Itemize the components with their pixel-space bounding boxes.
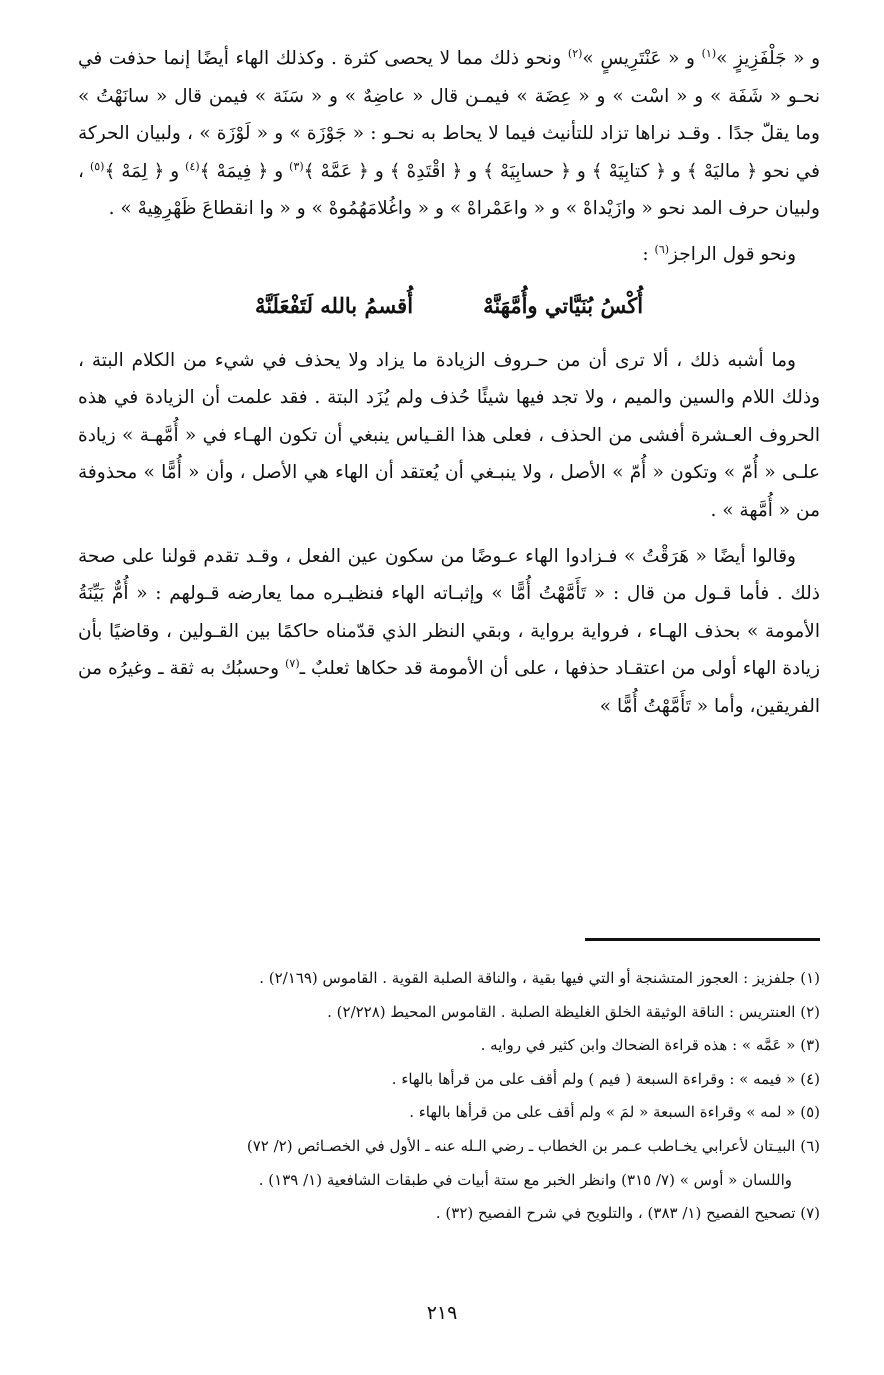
footnote-7: (٧) تصحيح الفصيح (١/ ٣٨٣) ، والتلويح في شرح الفصيح (٣٢) . xyxy=(435,1204,820,1223)
paragraph-1-text-c: ونحو ذلك مما لا يحصى كثرة . وكذلك الهاء أيضًا إنما حذفت في نحـو « شَفَة » و « اسْت » و « عِضَة » فيمـن قال « عاضِهٌ » و « سَنَة » فيمن قال « سانَهْتُ » وما يقلّ جدًا . وقـد نراها تزاد للتأنيث فيما لا يحاط به نحـو : « جَوْزَة » و « لَوْزَة » ، ولبيان الحركة في نحو ﴿ ماليَهْ ﴾ و ﴿ كتابِيَهْ ﴾ و ﴿ حسابِيَهْ ﴾ و ﴿ اقْتَدِهْ ﴾ و ﴿ عَمَّهْ ﴾ xyxy=(78,48,820,182)
paragraph-2 xyxy=(78,236,820,274)
footnote-6-continuation: واللسان « أوس » (٧/ ٣١٥) وانظر الخبر مع ستة أبيات في طبقات الشافعية (١/ ١٣٩) . xyxy=(258,1170,792,1189)
verse-hemistich-left: أُقسمُ بالله لَتَفْعَلَنَّهْ xyxy=(254,292,414,318)
footnote-ref-4[interactable]: (٤) xyxy=(185,159,200,173)
paragraph-1-text-f: ، ولبيان حرف المد نحو « وازَيْداهْ » و « واعَمْراهْ » و « واغُلامَهُمُوهْ » و « وا انقطاعَ ظَهْرِهِيهْ » . xyxy=(78,160,820,220)
footnote-1: (١) جلفزيز : العجوز المتشنجة أو التي فيها بقية ، والناقة الصلبة القوية . القاموس (٢/١٦٩) . xyxy=(259,969,820,987)
footnote-5: (٥) « لمه » وقراءة السبعة « لمَ » ولم أقف على من قرأها بالهاء . xyxy=(409,1103,820,1122)
footnote-6: (٦) البيـتان لأعرابي يخـاطب عـمر بن الخطاب ـ رضي الـله عنه ـ الأول في الخصـائص (٢/ ٧٢) xyxy=(246,1136,820,1155)
footnote-ref-1[interactable]: (١) xyxy=(701,46,717,60)
paragraph-4-text: وقالوا أيضًا « هَرَقْتُ » فـزادوا الهاء عـوضًا من سكون عين الفعل ، وقـد تقدم قولنا على صحة ذلك . فأما قـول من قال : « تَأَمَّهْتُ أُمًّا » وإثبـاته الهاء فنظيـره مما يعارضه قـولهم : « أُمٌّ بَيِّنَةُ الأمومة » بحذف الهـاء ، فرواية برواية ، وبقي النظر الذي قدّمناه حاكمًا بين القـولين ، وقاضيًا بأن زيادة الهاء أولى من اعتقـاد حذفها ، على أن الأمومة قد حكاها ثعلبٌ ـ xyxy=(78,545,821,680)
footnote-3: (٣) « عَمَّه » : هذه قراءة الضحاك وابن كثير في روايه . xyxy=(480,1036,820,1055)
footnote-ref-5[interactable]: (٥) xyxy=(89,159,105,173)
paragraph-1-text-d: و ﴿ فِيمَهْ ﴾ xyxy=(199,160,290,182)
paragraph-4 xyxy=(78,538,820,726)
footnote-ref-3[interactable]: (٣) xyxy=(289,159,304,173)
footnote-4: (٤) « فيمه » : وقراءة السبعة ( فيم ) ولم أقف على من قرأها بالهاء . xyxy=(391,1069,820,1088)
footnote-divider xyxy=(585,938,820,941)
footnote-ref-7[interactable]: (٧) xyxy=(285,657,300,671)
main-text xyxy=(78,40,820,726)
paragraph-1-text-e: و ﴿ لِمَهْ ﴾ xyxy=(104,160,186,182)
page-body xyxy=(78,40,820,726)
footnotes xyxy=(78,962,820,1231)
verse xyxy=(78,286,820,326)
paragraph-3: وما أشبه ذلك ، ألا ترى أن من حـروف الزيادة ما يزاد ولا يحذف في شيء من الكلام البتة ، وذلك اللام والسين والميم ، ولا تجد فيها شيئًا حُذف ولم يُزَد البتة . فقد علمت أن الزيادة في هذه الحروف العـشرة أفشى من الحذف ، فعلى هذا القـياس ينبغي أن تكون الهـاء في « أُمَّهـة » زيادة علـى « أُمّ » وتكون « أُمّ » الأصل ، ولا ينبـغي أن يُعتقد أن الهاء هي الأصل ، وأن « أُمًّا » محذوفة من « أُمَّهة » . xyxy=(78,349,820,521)
verse-hemistich-right: أُكْسُ بُنَيَّاتي وأُمَّهَنَّهْ xyxy=(483,292,644,318)
footnote-ref-6[interactable]: (٦) xyxy=(654,242,670,256)
paragraph-4-tail: وحسبُك به ثقة ـ وغيرُه من الفريقين، وأما « تَأَمَّهْتُ أُمًّا » xyxy=(78,658,820,717)
paragraph-2-tail: : xyxy=(642,243,655,265)
paragraph-1-text-a: و « جَلْفَزِيزٍ » xyxy=(716,48,821,69)
paragraph-2-text: ونحو قول الراجز xyxy=(669,243,796,265)
footnote-2: (٢) العنتريس : الناقة الوثيقة الخلق الغليظة الصلبة . القاموس المحيط (٢/٢٢٨) . xyxy=(327,1002,820,1021)
paragraph-1 xyxy=(78,40,820,228)
page-number: ٢١٩ xyxy=(426,1302,458,1324)
footnote-ref-2[interactable]: (٢) xyxy=(567,46,583,60)
paragraph-1-text-b: و « عَنْتَرِيسٍ » xyxy=(582,48,702,69)
